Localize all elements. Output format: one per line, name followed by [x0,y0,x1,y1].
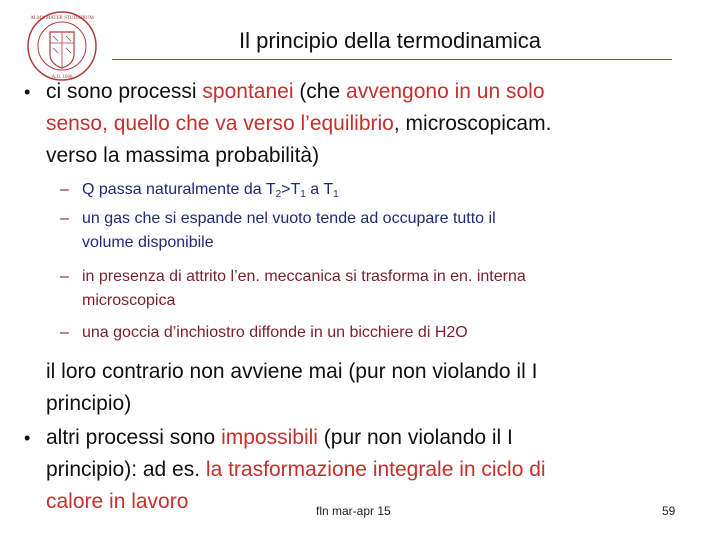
continuation-line2: principio) [46,392,132,415]
highlight-equilibrio: senso, quello che va verso l’equilibrio [46,112,394,135]
highlight-trasformazione: la trasformazione integrale in ciclo di [205,458,546,481]
bullet-marker: • [24,82,31,102]
text: Q passa naturalmente da T [82,181,276,198]
title-underline [112,59,672,60]
text: principio): ad es. [46,458,206,481]
text: >T [281,181,301,198]
highlight-impossibili: impossibili [221,426,318,449]
highlight-spontanei: spontanei [202,80,294,103]
dash-marker: – [60,181,69,198]
sub-item-heat [82,181,339,199]
sub-item-gas-line2: volume disponibile [82,234,214,251]
dash-marker: – [60,268,69,285]
bullet2-line1 [46,426,513,450]
sub-item-gas-line1: un gas che si espande nel vuoto tende ad occupare tutto il [82,210,496,227]
svg-text:ALMA MATER STUDIORUM: ALMA MATER STUDIORUM [30,16,94,21]
subscript: 1 [300,189,306,200]
highlight-avvengono: avvengono in un solo [346,80,545,103]
continuation-line1: il loro contrario non avviene mai (pur non violando il I [46,360,538,383]
subscript: 2 [275,189,282,200]
subscript: 1 [333,189,339,200]
bullet2-line2 [46,458,546,482]
text: altri processi sono [46,426,222,449]
dash-marker: – [60,324,69,341]
text: ci sono processi [46,80,203,103]
sub-item-ink: una goccia d’inchiostro diffonde in un bicchiere di H2O [82,324,468,341]
dash-marker: – [60,210,69,227]
bullet1-line2 [46,112,551,136]
page-number: 59 [662,504,676,518]
bullet1-line1 [46,80,545,104]
footer-course-label: fln mar-apr 15 [316,504,391,518]
university-seal-logo [24,10,100,82]
sub-item-friction-line1: in presenza di attrito l’en. meccanica si trasforma in en. interna [82,268,526,285]
bullet-marker: • [24,428,31,448]
bullet2-line3: calore in lavoro [46,490,189,513]
svg-text:A.D. 1088: A.D. 1088 [51,75,73,80]
text: a T [305,181,334,198]
text: (che [293,80,347,103]
sub-item-friction-line2: microscopica [82,292,176,309]
slide-title: Il principio della termodinamica [238,28,542,53]
text: , microscopicam. [393,112,552,135]
bullet1-line3: verso la massima probabilità) [46,144,320,167]
text: (pur non violando il I [317,426,513,449]
